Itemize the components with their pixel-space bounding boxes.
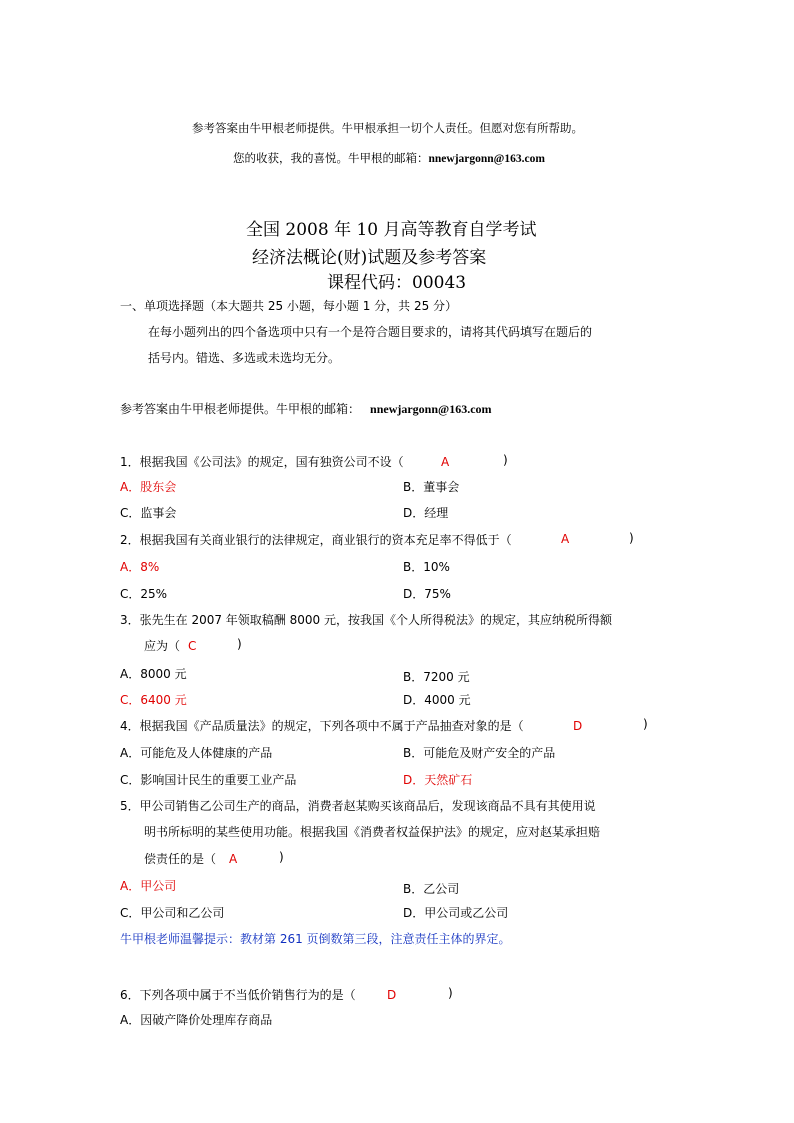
exam-subtitle: 经济法概论(财)试题及参考答案 — [252, 248, 487, 268]
q2-option-a: A．8% — [120, 560, 160, 574]
header-email: nnewjargonn@163.com — [428, 153, 545, 165]
q4-option-d: D．天然矿石 — [403, 773, 473, 787]
q4-close: ) — [643, 717, 648, 731]
q2-answer: A — [561, 532, 570, 546]
q5-stem: 5．甲公司销售乙公司生产的商品，消费者赵某购买该商品后，发现该商品不具有其使用说 — [120, 799, 596, 813]
q1-option-c: C．监事会 — [120, 506, 177, 520]
q2-close: ) — [629, 531, 634, 545]
q1-option-b: B．董事会 — [403, 480, 460, 494]
q2-stem: 2．根据我国有关商业银行的法律规定，商业银行的资本充足率不得低于（ — [120, 533, 512, 547]
q4-answer: D — [573, 719, 583, 733]
q5-stem-3: 偿责任的是（ — [144, 852, 217, 866]
q3-option-d: D．4000 元 — [403, 693, 471, 707]
q2-option-d: D．75% — [403, 587, 451, 601]
q2-option-c: C．25% — [120, 587, 168, 601]
q5-option-c: C．甲公司和乙公司 — [120, 906, 225, 920]
course-code: 课程代码：00043 — [327, 273, 467, 293]
q3-close: ) — [237, 637, 242, 651]
q3-option-c: C．6400 元 — [120, 693, 187, 707]
q6-close: ) — [448, 986, 453, 1000]
q5-option-a: A．甲公司 — [120, 879, 177, 893]
q4-option-a: A．可能危及人体健康的产品 — [120, 746, 273, 760]
q5-close: ) — [279, 850, 284, 864]
q4-stem: 4．根据我国《产品质量法》的规定，下列各项中不属于产品抽查对象的是（ — [120, 719, 524, 733]
q5-option-b: B．乙公司 — [403, 882, 460, 896]
answer-note-text: 参考答案由牛甲根老师提供。牛甲根的邮箱： — [120, 402, 361, 416]
q1-close: ) — [503, 453, 508, 467]
section-instruction-2: 括号内。错选、多选或未选均无分。 — [148, 351, 341, 365]
q5-stem-2: 明书所标明的某些使用功能。根据我国《消费者权益保护法》的规定，应对赵某承担赔 — [144, 825, 601, 839]
section-instruction-1: 在每小题列出的四个备选项中只有一个是符合题目要求的，请将其代码填写在题后的 — [148, 325, 593, 339]
q3-stem-2: 应为（ — [144, 639, 181, 653]
q1-stem: 1．根据我国《公司法》的规定，国有独资公司不设（ — [120, 455, 404, 469]
q6-option-a: A．因破产降价处理库存商品 — [120, 1013, 273, 1027]
q4-option-c: C．影响国计民生的重要工业产品 — [120, 773, 297, 787]
answer-note — [120, 400, 492, 417]
q6-stem: 6．下列各项中属于不当低价销售行为的是（ — [120, 988, 356, 1002]
q5-answer: A — [229, 852, 238, 866]
q1-answer: A — [441, 455, 450, 469]
q1-option-d: D．经理 — [403, 506, 449, 520]
q1-option-a: A．股东会 — [120, 480, 177, 494]
q5-option-d: D．甲公司或乙公司 — [403, 906, 509, 920]
q2-option-b: B．10% — [403, 560, 450, 574]
section-heading: 一、单项选择题（本大题共 25 小题，每小题 1 分，共 25 分） — [120, 299, 458, 313]
exam-title: 全国 2008 年 10 月高等教育自学考试 — [246, 220, 537, 240]
q3-answer: C — [188, 639, 197, 653]
q3-option-a: A．8000 元 — [120, 667, 187, 681]
q6-answer: D — [387, 988, 397, 1002]
q5-tip: 牛甲根老师温馨提示：教材第 261 页倒数第三段，注意责任主体的界定。 — [120, 932, 511, 946]
header-line-2-text: 您的收获，我的喜悦。牛甲根的邮箱： — [233, 151, 429, 165]
q3-stem: 3．张先生在 2007 年领取稿酬 8000 元，按我国《个人所得税法》的规定，其应纳税所得额 — [120, 613, 612, 627]
header-line-2 — [233, 150, 545, 166]
q3-option-b: B．7200 元 — [403, 670, 470, 684]
answer-note-email: nnewjargonn@163.com — [370, 402, 492, 416]
q4-option-b: B．可能危及财产安全的产品 — [403, 746, 556, 760]
header-line-1: 参考答案由牛甲根老师提供。牛甲根承担一切个人责任。但愿对您有所帮助。 — [192, 121, 583, 135]
